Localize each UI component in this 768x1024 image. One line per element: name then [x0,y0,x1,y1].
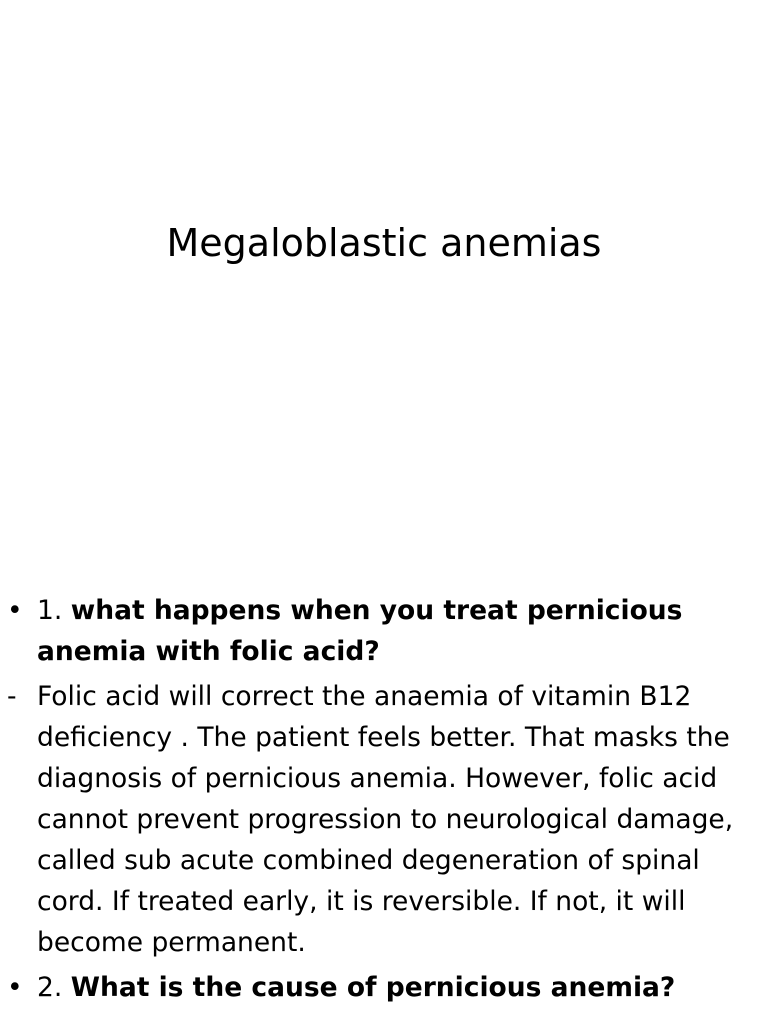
answer-text: Folic acid will correct the anaemia of vitamin B12 deficiency . The patient feels better. That masks the diagnosis of pernicious anemia. However, folic acid cannot prevent progression to neurological damage, called sub acute combined degeneration of spinal cord. If treated early, it is reversible. If not, it will become permanent. [37,681,734,958]
bullet-marker: • [7,972,23,1003]
question-item-2 [0,967,768,1008]
question-number: 2. [37,972,71,1003]
question-text: what happens when you treat pernicious anemia with folic acid? [37,595,683,667]
bullet-marker: • [7,595,23,626]
slide-body [0,590,768,1008]
slide-title: Megaloblastic anemias [166,221,602,265]
question-item-1 [0,590,768,672]
question-number: 1. [37,595,71,626]
question-text: What is the cause of pernicious anemia? [70,972,676,1003]
answer-item-1 [0,676,768,963]
dash-marker: - [7,681,17,712]
